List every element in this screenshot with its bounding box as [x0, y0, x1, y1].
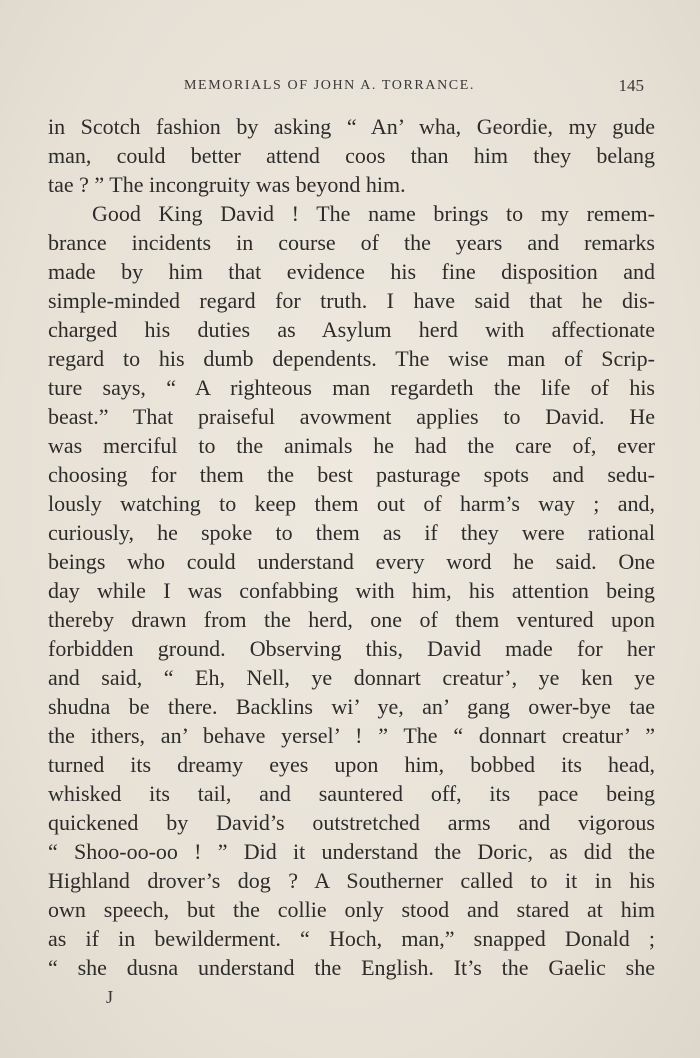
- text-line: in Scotch fashion by asking “ An’ wha, Geordie, my gude: [48, 114, 655, 139]
- text-line: as if in bewilderment. “ Hoch, man,” snapped Donald ;: [48, 926, 655, 951]
- text-line: whisked its tail, and sauntered off, its pace being: [48, 781, 655, 806]
- text-line: ture says, “ A righteous man regardeth the life of his: [48, 375, 655, 400]
- text-line: was merciful to the animals he had the care of, ever: [48, 433, 655, 458]
- text-line: own speech, but the collie only stood and stared at him: [48, 897, 655, 922]
- text-line: day while I was confabbing with him, his attention being: [48, 578, 655, 603]
- text-line: forbidden ground. Observing this, David made for her: [48, 636, 655, 661]
- body-text: [48, 112, 655, 982]
- text-line: quickened by David’s outstretched arms and vigorous: [48, 810, 655, 835]
- signature-mark: J: [106, 987, 114, 1007]
- text-line: “ she dusna understand the English. It’s the Gaelic she: [48, 955, 655, 980]
- text-line: simple-minded regard for truth. I have said that he dis-: [48, 288, 655, 313]
- text-line: regard to his dumb dependents. The wise man of Scrip-: [48, 346, 655, 371]
- text-line: “ Shoo-oo-oo ! ” Did it understand the Doric, as did the: [48, 839, 655, 864]
- text-line: thereby drawn from the herd, one of them ventured upon: [48, 607, 655, 632]
- text-line: lously watching to keep them out of harm’s way ; and,: [48, 491, 655, 516]
- text-line: man, could better attend coos than him they belang: [48, 143, 655, 168]
- running-head: [48, 78, 648, 100]
- running-title: MEMORIALS OF JOHN A. TORRANCE.: [184, 78, 475, 93]
- text-line: charged his duties as Asylum herd with affectionate: [48, 317, 655, 342]
- text-line: and said, “ Eh, Nell, ye donnart creatur’, ye ken ye: [48, 665, 655, 690]
- text-line: curiously, he spoke to them as if they were rational: [48, 520, 655, 545]
- text-line: brance incidents in course of the years and remarks: [48, 230, 655, 255]
- text-line: made by him that evidence his fine disposition and: [48, 259, 655, 284]
- text-line: the ithers, an’ behave yersel’ ! ” The “ donnart creatur’ ”: [48, 723, 655, 748]
- text-line: tae ? ” The incongruity was beyond him.: [48, 172, 406, 197]
- text-line: Highland drover’s dog ? A Southerner called to it in his: [48, 868, 655, 893]
- text-line: beast.” That praiseful avowment applies to David. He: [48, 404, 655, 429]
- text-line: shudna be there. Backlins wi’ ye, an’ gang ower-bye tae: [48, 694, 655, 719]
- page-number: 145: [618, 76, 644, 95]
- paragraph-start-line: Good King David ! The name brings to my remem-: [92, 201, 655, 226]
- text-line: choosing for them the best pasturage spots and sedu-: [48, 462, 655, 487]
- text-line: beings who could understand every word he said. One: [48, 549, 655, 574]
- text-line: turned its dreamy eyes upon him, bobbed its head,: [48, 752, 655, 777]
